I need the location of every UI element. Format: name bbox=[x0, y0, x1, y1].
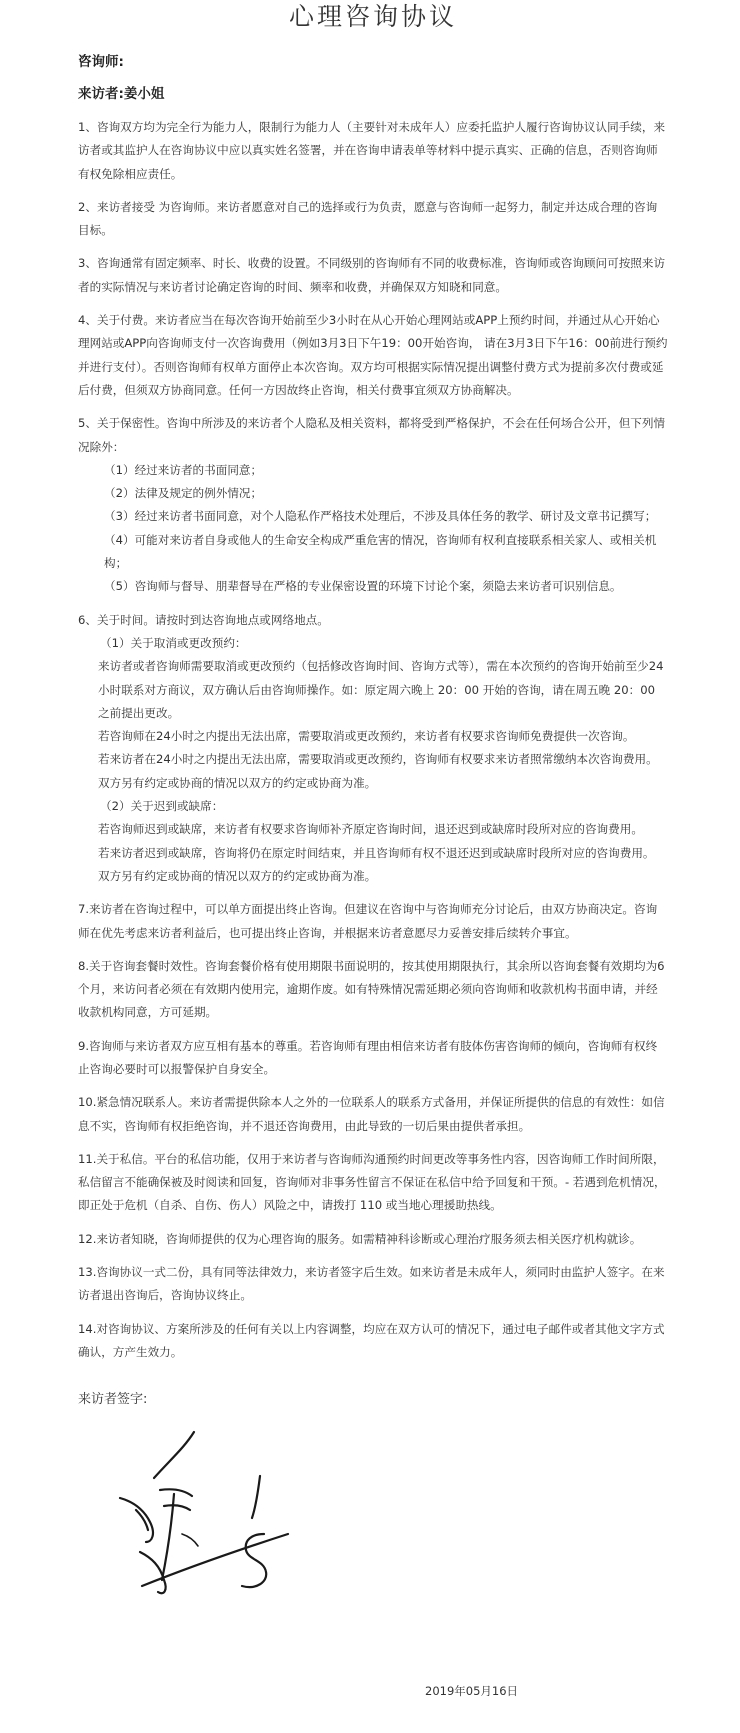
clause-5: 5、关于保密性。咨询中所涉及的来访者个人隐私及相关资料，都将受到严格保护，不会在任何场合公开，但下列情况除外： bbox=[78, 416, 666, 454]
clause-5-item-2: （2）法律及规定的例外情况； bbox=[104, 486, 263, 501]
clause-12: 12.来访者知晓，咨询师提供的仅为心理咨询的服务。如需精神科诊断或心理治疗服务须去相关医疗机构就诊。 bbox=[78, 1231, 642, 1246]
clause-13: 13.咨询协议一式二份，具有同等法律效力，来访者签字后生效。如来访者是未成年人，须同时由监护人签字。在来访者退出咨询后，咨询协议终止。 bbox=[78, 1265, 665, 1303]
clause-14: 14.对咨询协议、方案所涉及的任何有关以上内容调整，均应在双方认可的情况下，通过电子邮件或者其他文字方式确认，方产生效力。 bbox=[78, 1321, 665, 1359]
clause-6-2-a: 若咨询师迟到或缺席，来访者有权要求咨询师补齐原定咨询时间，退还迟到或缺席时段所对应的咨询费用。 bbox=[98, 822, 643, 837]
clause-3: 3、咨询通常有固定频率、时长、收费的设置。不同级别的咨询师有不同的收费标准，咨询师或咨询顾问可按照来访者的实际情况与来访者讨论确定咨询的时间、频率和收费，并确保双方知晓和同意。 bbox=[78, 256, 666, 294]
clause-5-item-3: （3）经过来访者书面同意，对个人隐私作严格技术处理后，不涉及具体任务的教学、研讨及文章书记撰写； bbox=[104, 509, 657, 524]
clause-6-1-title: （1）关于取消或更改预约： bbox=[100, 635, 247, 650]
clause-4: 4、关于付费。来访者应当在每次咨询开始前至少3小时在从心开始心理网站或APP上预约时间，并通过从心开始心理网站或APP向咨询师支付一次咨询费用（例如3月3日下午19：00开始咨询， 请在3月3日下午16：00前进行预约并进行支付）。否则咨询师有权单方面停止本次咨询。双方均可根据实际情况提出调整付费方式为提前多次付费或延后付费，但须双方协商同意。任何一方因故终止咨询，相关付费事宜须双方协商解决。 bbox=[78, 313, 668, 397]
counselor-field bbox=[78, 52, 668, 72]
clause-7: 7.来访者在咨询过程中，可以单方面提出终止咨询。但建议在咨询中与咨询师充分讨论后，由双方协商决定。咨询师在优先考虑来访者利益后，也可提出终止咨询，并根据来访者意愿尽力妥善安排后续转介事宜。 bbox=[78, 902, 658, 940]
signing-date: 2019年05月16日 bbox=[425, 1684, 519, 1698]
clause-6-2-c: 双方另有约定或协商的情况以双方的约定或协商为准。 bbox=[98, 868, 377, 883]
clause-5-item-1: （1）经过来访者的书面同意； bbox=[104, 462, 263, 477]
clause-6-1-body: 来访者或者咨询师需要取消或更改预约（包括修改咨询时间、咨询方式等），需在本次预约的咨询开始前至少24小时联系对方商议，双方确认后由咨询师操作。如：原定周六晚上 20：00 开始的咨询，请在周五晚 20：00 之前提出更改。 bbox=[98, 659, 664, 720]
clause-8: 8.关于咨询套餐时效性。咨询套餐价格有使用期限书面说明的，按其使用期限执行，其余所以咨询套餐有效期均为6个月，来访问者必须在有效期内使用完，逾期作废。如有特殊情况需延期必须向咨询师和收款机构书面申请，并经收款机构同意，方可延期。 bbox=[78, 958, 665, 1020]
clause-9: 9.咨询师与来访者双方应互相有基本的尊重。若咨询师有理由相信来访者有肢体伤害咨询师的倾向，咨询师有权终止咨询必要时可以报警保护自身安全。 bbox=[78, 1038, 658, 1076]
clause-6-1-a: 若咨询师在24小时之内提出无法出席，需要取消或更改预约，来访者有权要求咨询师免费提供一次咨询。 bbox=[98, 729, 635, 744]
clause-5-item-4: （4）可能对来访者自身或他人的生命安全构成严重危害的情况，咨询师有权利直接联系相关家人、或相关机构； bbox=[104, 532, 657, 571]
visitor-label: 来访者: bbox=[78, 86, 124, 102]
clause-6-1-b: 若来访者在24小时之内提出无法出席，需要取消或更改预约，咨询师有权要求来访者照常缴纳本次咨询费用。 bbox=[98, 752, 658, 767]
clause-11: 11.关于私信。平台的私信功能，仅用于来访者与咨询师沟通预约时间更改等事务性内容，因咨询师工作时间所限，私信留言不能确保被及时阅读和回复，咨询师对非事务性留言不保证在私信中给予回复和干预。- 若遇到危机情况，即正处于危机（自杀、自伤、伤人）风险之中，请拨打 110 或当地心理援助热线。 bbox=[78, 1151, 666, 1213]
handwritten-signature bbox=[112, 1430, 312, 1620]
clause-6-2-title: （2）关于迟到或缺席： bbox=[100, 799, 224, 814]
clause-5-item-5: （5）咨询师与督导、朋辈督导在严格的专业保密设置的环境下讨论个案，须隐去来访者可识别信息。 bbox=[104, 579, 622, 594]
clause-10: 10.紧急情况联系人。来访者需提供除本人之外的一位联系人的联系方式备用，并保证所提供的信息的有效性：如信息不实，咨询师有权拒绝咨询，并不退还咨询费用，由此导致的一切后果由提供者承担。 bbox=[78, 1095, 665, 1133]
clause-6-2-b: 若来访者迟到或缺席，咨询将仍在原定时间结束，并且咨询师有权不退还迟到或缺席时段所对应的咨询费用。 bbox=[98, 845, 655, 860]
clause-6: 6、关于时间。请按时到达咨询地点或网络地点。 bbox=[78, 612, 329, 627]
clause-1: 1、咨询双方均为完全行为能力人，限制行为能力人（主要针对未成年人）应委托监护人履行咨询协议认同手续，来访者或其监护人在咨询协议中应以真实姓名签署，并在咨询申请表单等材料中提示真实、正确的信息，否则咨询师有权免除相应责任。 bbox=[78, 120, 666, 181]
clause-2: 2、来访者接受 为咨询师。来访者愿意对自己的选择或行为负责，愿意与咨询师一起努力，制定并达成合理的咨询目标。 bbox=[78, 199, 658, 238]
visitor-value: 姜小姐 bbox=[123, 86, 165, 102]
page-title: 心理咨询协议 bbox=[288, 2, 457, 31]
signature-label: 来访者签字: bbox=[78, 1392, 148, 1408]
clause-6-1-c: 双方另有约定或协商的情况以双方的约定或协商为准。 bbox=[98, 775, 377, 790]
visitor-field bbox=[78, 84, 668, 104]
counselor-label: 咨询师: bbox=[78, 54, 124, 70]
